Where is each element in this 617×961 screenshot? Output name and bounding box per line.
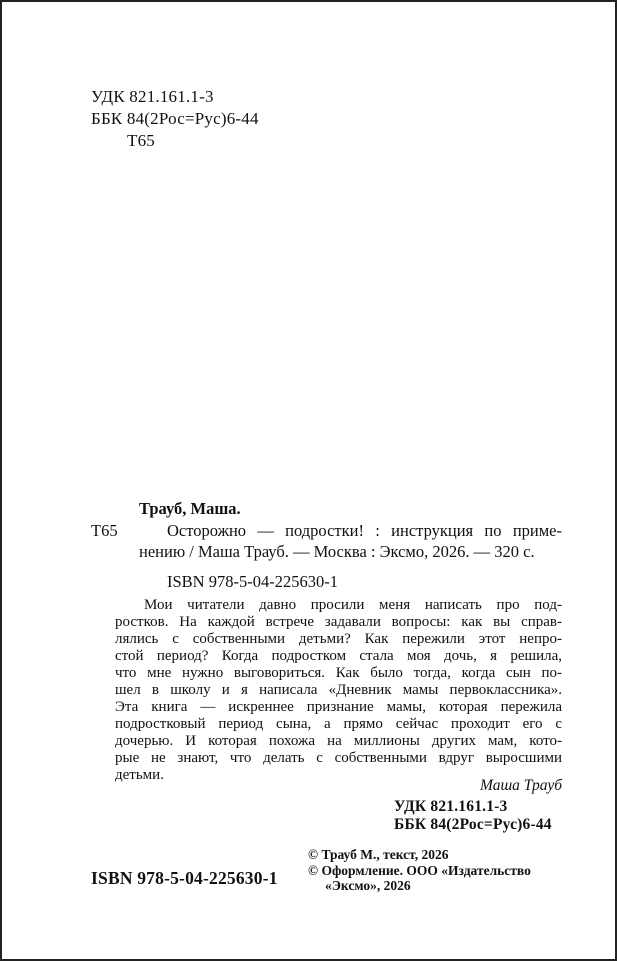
annotation-line-5: что мне нужно выговориться. Как было тогда, когда сын по- xyxy=(115,665,562,681)
annotation-line-10: рые не знают, что делать с собственными вдруг выросшими xyxy=(115,750,562,766)
bib-isbn: ISBN 978-5-04-225630-1 xyxy=(167,571,338,591)
bib-author-sign: Т65 xyxy=(91,520,118,540)
bib-author-heading: Трауб, Маша. xyxy=(139,499,241,518)
annotation-line-4: стой период? Когда подростком стала моя дочь, я решила, xyxy=(115,648,562,664)
annotation-block xyxy=(115,597,562,784)
copyright-block xyxy=(308,847,531,894)
annotation-line-8: подростковый период сына, а прямо сейчас проходит его с xyxy=(115,716,562,732)
annotation-line-3: лялись с собственными детьми? Как пережили этот непро- xyxy=(115,631,562,647)
author-signature: Маша Трауб xyxy=(480,777,562,794)
bottom-isbn: ISBN 978-5-04-225630-1 xyxy=(91,868,278,888)
annotation-lines xyxy=(115,597,562,784)
annotation-line-2: ростков. На каждой встрече задавали вопросы: как вы справ- xyxy=(115,614,562,630)
top-catalog-codes xyxy=(91,86,259,152)
author-sign-code: Т65 xyxy=(127,131,155,150)
copyright-design-line-2: «Эксмо», 2026 xyxy=(325,878,411,893)
copyright-design-line: © Оформление. ООО «Издательство xyxy=(308,862,531,878)
bibliographic-record xyxy=(91,498,562,592)
bottom-bbk-code: ББК 84(2Рос=Рус)6-44 xyxy=(394,816,552,833)
bib-entry xyxy=(91,520,562,563)
bottom-udc-code: УДК 821.161.1-3 xyxy=(394,798,508,815)
udc-code: УДК 821.161.1-3 xyxy=(91,87,214,106)
copyright-text-line: © Трауб М., текст, 2026 xyxy=(308,847,449,862)
annotation-line-6: шел в школу и я написала «Дневник мамы первоклассника». xyxy=(115,682,562,698)
annotation-line-7: Эта книга — искреннее признание мамы, которая пережила xyxy=(115,699,562,715)
annotation-line-1: Мои читатели давно просили меня написать про под- xyxy=(144,597,562,613)
bib-title-text xyxy=(139,520,562,563)
bottom-catalog-codes xyxy=(394,798,552,834)
annotation-line-11: детьми. xyxy=(115,767,164,783)
annotation-line-9: дочерью. И которая похожа на миллионы других мам, кото- xyxy=(115,733,562,749)
bbk-code: ББК 84(2Рос=Рус)6-44 xyxy=(91,109,259,128)
bib-title-line-2: нению / Маша Трауб. — Москва : Эксмо, 2026. — 320 с. xyxy=(139,542,535,561)
bib-title-line-1: Осторожно — подростки! : инструкция по приме- xyxy=(167,520,562,540)
